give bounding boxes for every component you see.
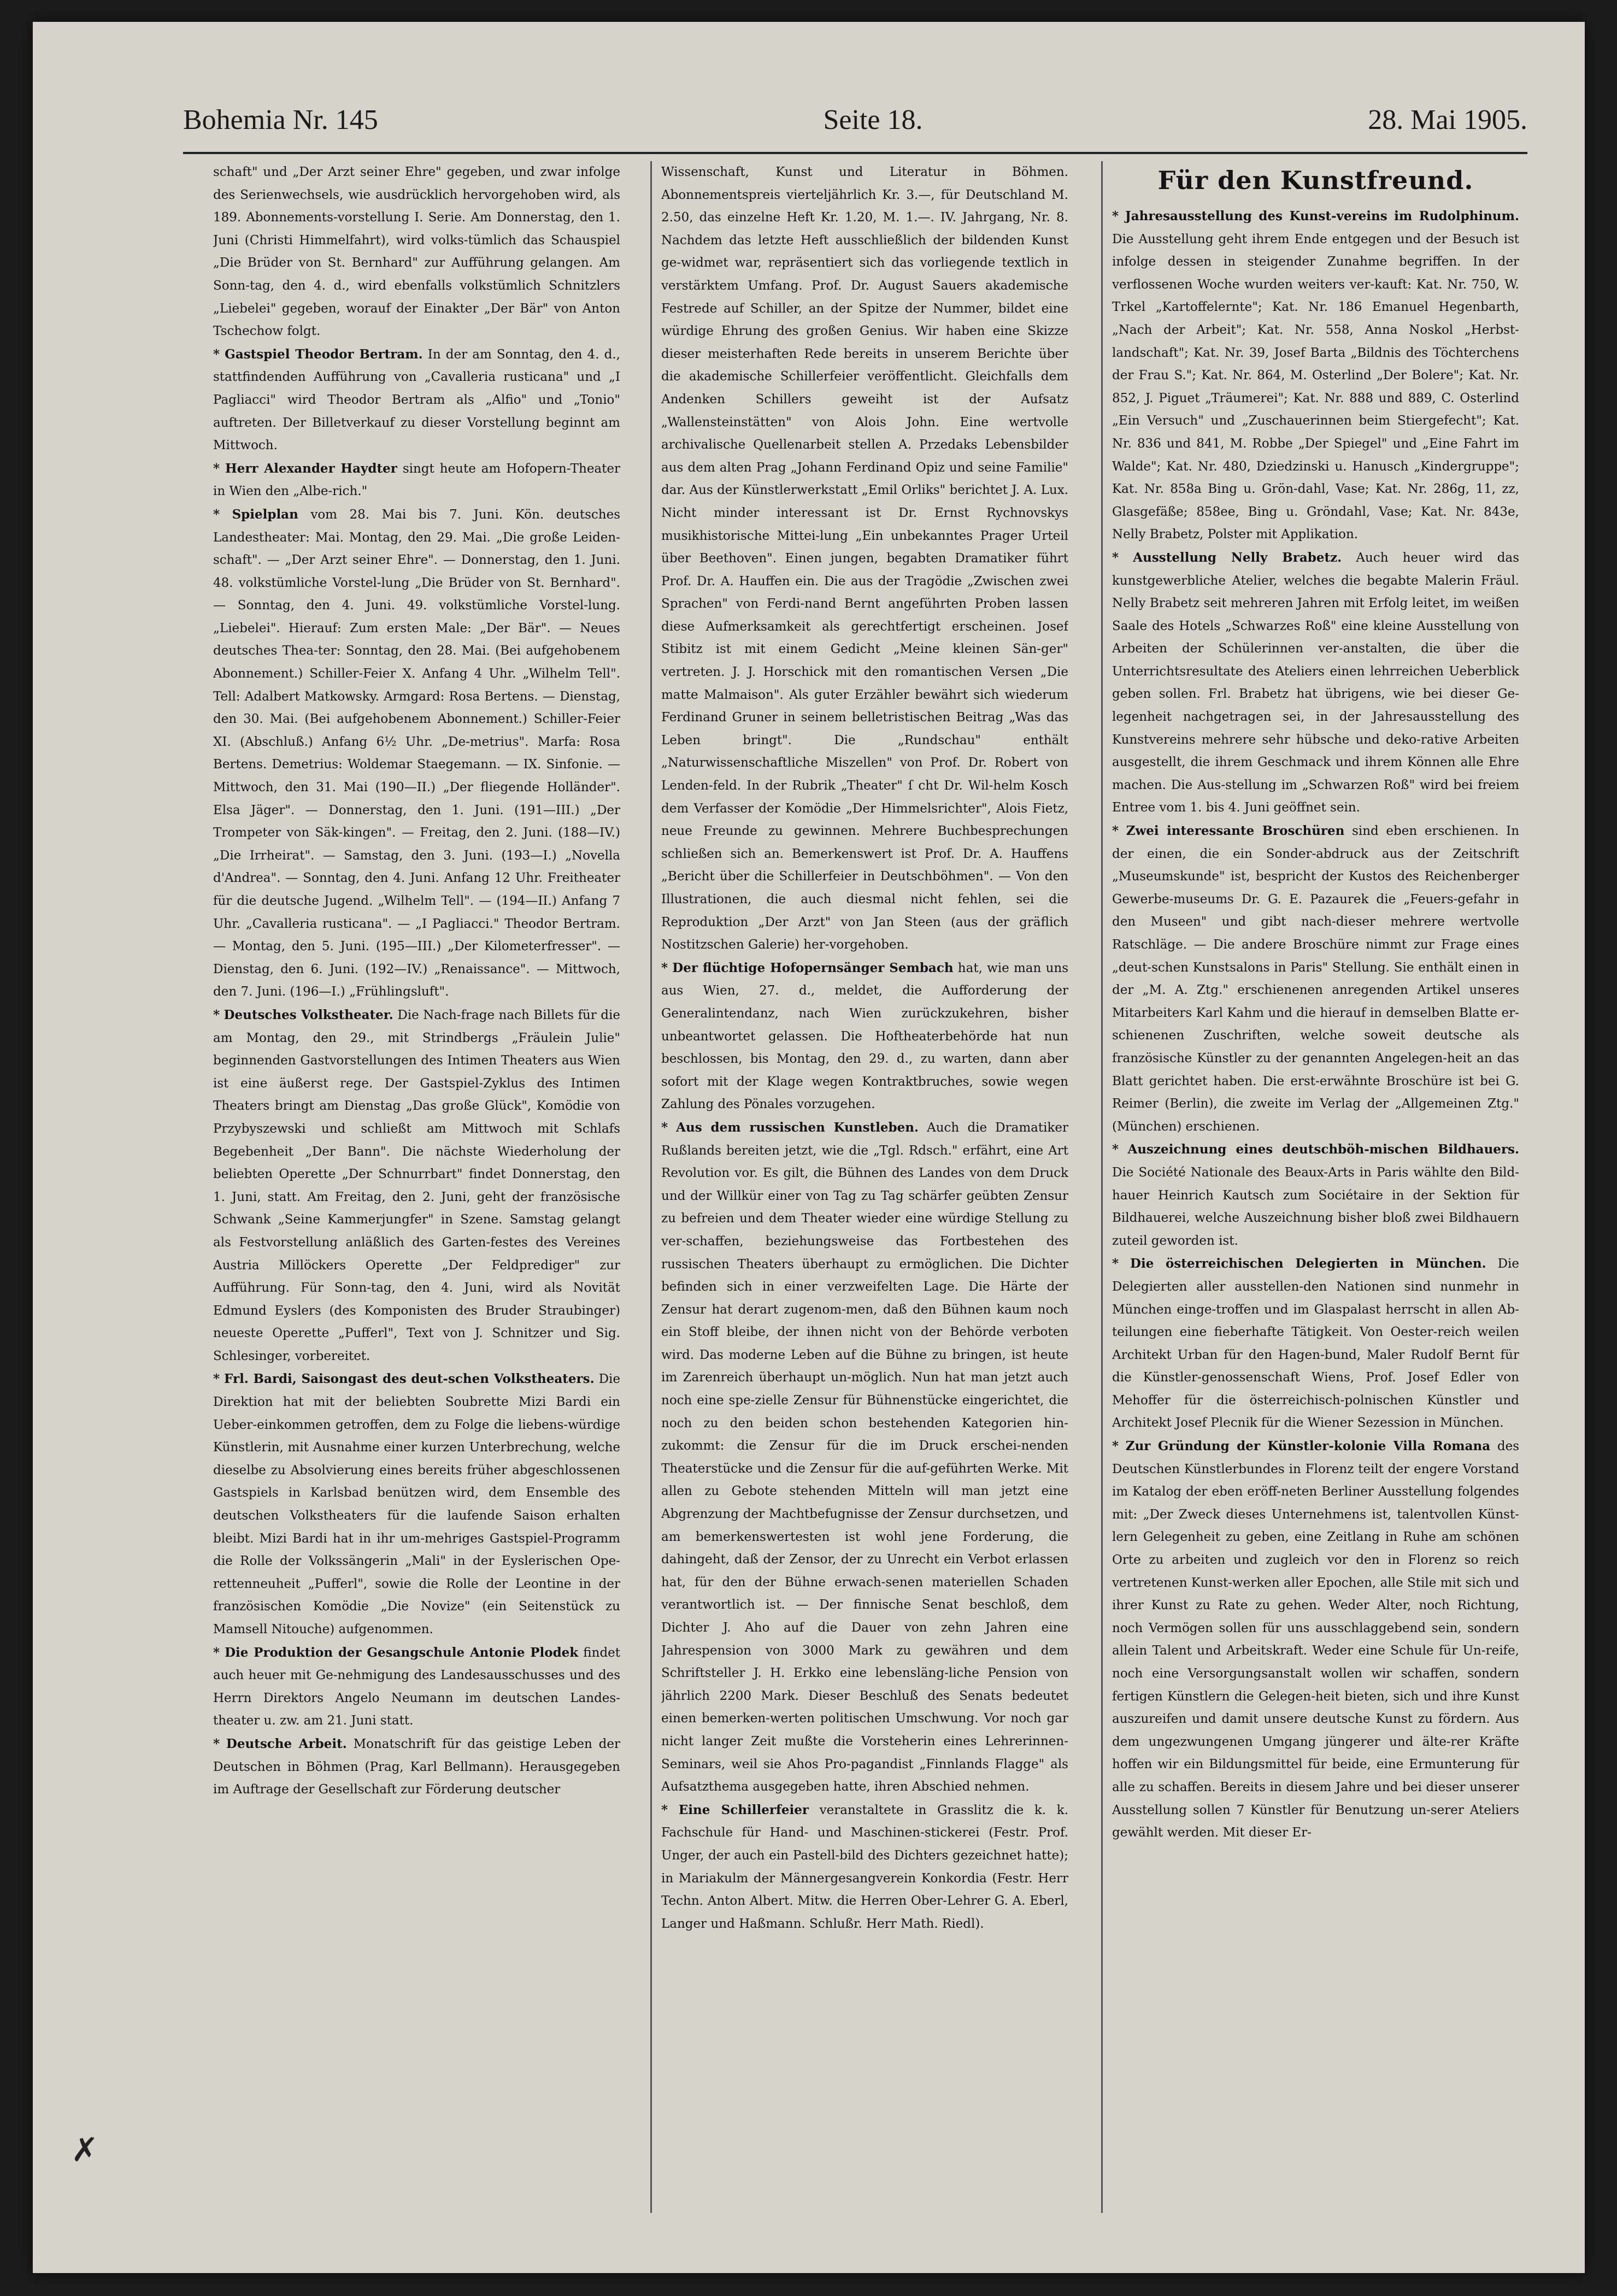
article-paragraph <box>213 1733 620 1802</box>
article-headline: Frl. Bardi, Saisongast des deut-schen Volkstheaters. <box>224 1371 595 1387</box>
article-marker: * <box>213 507 220 522</box>
article-headline: Auszeichnung eines deutschböh-mischen Bildhauers. <box>1127 1142 1519 1157</box>
article-marker: * <box>213 1736 220 1751</box>
article-headline: Eine Schillerfeier <box>678 1802 809 1817</box>
article-paragraph <box>1112 1138 1519 1252</box>
article-paragraph <box>661 1799 1068 1936</box>
section-title: Für den Kunstfreund. <box>1157 166 1474 195</box>
column-2 <box>661 161 1068 2240</box>
article-text: Die Nach-frage nach Billets für die am Montag, den 29., mit Strindbergs „Fräulein Julie" beginnenden Gastvorstellungen des Intimen Theaters aus Wien ist eine äußerst rege. Der Gastspiel-Zyklus des Intimen Theaters bringt am Dienstag „Das große Glück", Komödie von Przybyszewski und schließt am Mittwoch mit Schlafs Begebenheit „Der Bann". Die nächste Wiederholung der beliebten Operette „Der Schnurrbart" findet Donnerstag, den 1. Juni, statt. Am Freitag, den 2. Juni, geht der französische Schwank „Seine Kammerjungfer" in Szene. Samstag gelangt als Festvorstellung anläßlich des Garten-festes des Vereines Austria Millöckers Operette „Der Feldprediger" zur Aufführung. Für Sonn-tag, den 4. Juni, wird als Novität Edmund Eyslers (des Komponisten des Bruder Straubinger) neueste Operette „Pufferl", Text von J. Schnitzer und Sig. Schlesinger, vorbereitet. <box>213 1008 620 1363</box>
article-paragraph <box>213 1004 620 1368</box>
article-text: Auch heuer wird das kunstgewerbliche Atelier, welches die begabte Malerin Fräul. Nelly Brabetz seit mehreren Jahren mit Erfolg leitet, im weißen Saale des Hotels „Schwarzes Roß" eine kleine Ausstellung von Arbeiten der Schülerinnen ver-anstalten, die über die Unterrichtsresultate des Ateliers einen lehrreichen Ueberblick geben sollen. Frl. Brabetz hat übrigens, wie bei dieser Ge-legenheit nachgetragen sei, in der Jahresausstellung des Kunstvereins mehrere sehr hübsche und deko-rative Arbeiten ausgestellt, die ihrem Geschmack und ihrem Können alle Ehre machen. Die Aus-stellung im „Schwarzen Roß" wird bei freiem Entree vom 1. bis 4. Juni geöffnet sein. <box>1112 550 1519 815</box>
article-text: Die Ausstellung geht ihrem Ende entgegen und der Besuch ist infolge dessen in steigender Zunahme begriffen. In der verflossenen Woche wurden weiters ver-kauft: Kat. Nr. 750, W. Trkel „Kartoffelernte"; Kat. Nr. 186 Emanuel Hegenbarth, „Nach der Arbeit"; Kat. Nr. 558, Anna Noskol „Herbst-landschaft"; Kat. Nr. 39, Josef Barta „Bildnis des Töchterchens der Frau S."; Kat. Nr. 864, M. Osterlind „Der Bolere"; Kat. Nr. 852, J. Piguet „Träumerei"; Kat. Nr. 888 und 889, C. Osterlind „Ein Versuch" und „Zuschauerinnen beim Stiergefecht"; Kat. Nr. 836 und 841, M. Robbe „Der Spiegel" und „Eine Fahrt im Walde"; Kat. Nr. 480, Dziedzinski u. Hanusch „Kindergruppe"; Kat. Nr. 858a Bing u. Grön-dahl, Vase; Kat. Nr. 286g, 11, zz, Glasgefäße; 858ee, Bing u. Gröndahl, Vase; Kat. Nr. 843e, Nelly Brabetz, Polster mit Applikation. <box>1112 232 1519 542</box>
article-marker: * <box>213 461 220 476</box>
article-headline: Aus dem russischen Kunstleben. <box>676 1120 919 1135</box>
article-headline: Ausstellung Nelly Brabetz. <box>1133 550 1342 565</box>
article-paragraph <box>213 1368 620 1641</box>
article-text: Die Delegierten aller ausstellen-den Nationen sind nunmehr in München einge-troffen und im Glaspalast herrscht in allen Ab-teilungen eine fieberhafte Tätigkeit. Von Oester-reich weilen Architekt Urban für den Hagen-bund, Maler Rudolf Bernt für die Künstler-genossenschaft Wiens, Prof. Josef Edler von Mehoffer für die österreichisch-polnischen Künstler und Architekt Josef Plecnik für die Wiener Sezession in München. <box>1112 1257 1519 1430</box>
article-headline: Zur Gründung der Künstler-kolonie Villa Romana <box>1125 1439 1491 1454</box>
article-text: Monatschrift für das geistige Leben der Deutschen in Böhmen (Prag, Karl Bellmann). Herausgegeben im Auftrage der Gesellschaft zur Förderung deutscher <box>213 1736 620 1797</box>
article-text: des Deutschen Künstlerbundes in Florenz teilt der engere Vorstand im Katalog der eben eröff-neten Berliner Ausstellung folgendes mit: „Der Zweck dieses Unternehmens ist, talentvollen Künst-lern Gelegenheit zu geben, eine Zeitlang in Ruhe am schönen Orte zu arbeiten und zugleich vor den in Florenz so reich vertretenen Kunst-werken aller Epochen, alle Stile mit sich und ihrer Kunst zu Rate zu gehen. Weder Alter, noch Richtung, noch Vermögen sollen für uns ausschlaggebend sein, sondern allein Talent und Arbeitskraft. Weder eine Schule für Un-reife, noch eine Versorgungsanstalt wollen wir schaffen, sondern fertigen Künstlern die Gelegen-heit bieten, sich und ihre Kunst auszureifen und damit unsere deutsche Kunst zu fördern. Aus dem ungezwungenen Umgang jüngerer und älte-rer Kräfte hoffen wir ein Bildungsmittel für beide, eine Ermunterung für alle zu schaffen. Bereits in diesem Jahre und bei dieser unserer Ausstellung sollen 7 Künstler für Benutzung un-serer Ateliers gewählt werden. Mit dieser Er- <box>1112 1439 1519 1840</box>
article-paragraph <box>1112 820 1519 1138</box>
article-headline: Gastspiel Theodor Bertram. <box>225 346 423 362</box>
article-text: sind eben erschienen. In der einen, die ein Sonder-abdruck aus der Zeitschrift „Museumskunde" ist, bespricht der Kustos des Reichenberger Gewerbe-museums Dr. G. E. Pazaurek die „Feuers-gefahr in den Museen" und gibt nach-dieser mehrere wertvolle Ratschläge. — Die andere Broschüre nimmt zur Frage eines „deut-schen Kunstsalons in Paris" Stellung. Sie enthält einen in der „M. A. Ztg." erschienenen anregenden Artikel unseres Mitarbeiters Karl Kahm und die hierauf in demselben Blatte er-schienenen Zuschriften, welche soweit deutsche als französische Künstler zu der genannten Angelegen-heit an das Blatt gerichtet haben. Die erst-erwähnte Broschüre ist bei G. Reimer (Berlin), die zweite im Verlag der „Allgemeinen Ztg." (München) erschienen. <box>1112 824 1519 1134</box>
article-marker: * <box>213 1371 220 1387</box>
article-headline: Spielplan <box>232 507 298 522</box>
margin-mark: ✗ <box>71 2131 99 2169</box>
article-marker: * <box>213 1007 220 1022</box>
article-headline: Jahresausstellung des Kunst-vereins im Rudolphinum. <box>1125 209 1519 223</box>
article-text: Die Société Nationale des Beaux-Arts in Paris wählte den Bild-hauer Heinrich Kautsch zum Sociétaire in der Sektion für Bildhauerei, welche Auszeichnung bisher bloß zwei Bildhauern zuteil geworden ist. <box>1112 1165 1519 1248</box>
article-marker: * <box>661 1802 668 1817</box>
article-marker: * <box>1112 1439 1119 1454</box>
article-paragraph <box>213 343 620 457</box>
article-marker: * <box>1112 1256 1119 1271</box>
article-text: Die Direktion hat mit der beliebten Soubrette Mizi Bardi ein Ueber-einkommen getroffen, dem zu Folge die liebens-würdige Künstlerin, mit Ausnahme einer kurzen Unterbrechung, welche dieselbe zu Absolvierung eines bereits früher abgeschlossenen Gastspiels in Karlsbad benützen wird, dem Ensemble des deutschen Volkstheaters für die laufende Saison erhalten bleibt. Mizi Bardi hat in ihr um-mehriges Gastspiel-Programm die Rolle der Volkssängerin „Mali" in der Eyslerischen Ope-rettenneuheit „Pufferl", sowie die Rolle der Leontine in der französischen Komödie „Die Novize" (ein Seitenstück zu Mamsell Nitouche) aufgenommen. <box>213 1372 620 1636</box>
article-marker: * <box>213 1645 220 1660</box>
article-headline: Der flüchtige Hofopernsänger Sembach <box>672 960 954 975</box>
column-1 <box>213 161 620 2240</box>
article-paragraph <box>661 957 1068 1116</box>
article-headline: Deutsche Arbeit. <box>226 1736 347 1751</box>
article-headline: Zwei interessante Broschüren <box>1126 823 1345 839</box>
header-publication: Bohemia Nr. 145 <box>183 104 378 136</box>
article-marker: * <box>213 346 220 362</box>
column-divider <box>650 161 652 2213</box>
article-paragraph <box>661 1116 1068 1799</box>
page-header <box>183 104 1527 148</box>
article-paragraph <box>213 161 620 343</box>
article-paragraph <box>1112 1435 1519 1845</box>
article-marker: * <box>1112 1142 1119 1157</box>
article-paragraph <box>213 503 620 1004</box>
article-paragraph <box>1112 205 1519 546</box>
article-marker: * <box>661 960 668 975</box>
header-date: 28. Mai 1905. <box>1368 104 1527 136</box>
article-marker: * <box>1112 209 1119 223</box>
newspaper-page <box>33 22 1585 2273</box>
article-text: singt heute am Hofopern-Theater in Wien den „Albe-rich." <box>213 461 620 499</box>
article-text: veranstaltete in Grasslitz die k. k. Fachschule für Hand- und Maschinen-stickerei (Festr. Prof. Unger, der auch ein Pastell-bild des Dichters gezeichnet hatte); in Mariakulm der Männergesangverein Konkordia (Festr. Herr Techn. Anton Albert. Mitw. die Herren Ober-Lehrer G. A. Eberl, Langer und Haßmann. Schlußr. Herr Math. Riedl). <box>661 1803 1068 1931</box>
article-text: schaft" und „Der Arzt seiner Ehre" gegeben, und zwar infolge des Serienwechsels, wie ausdrücklich hervorgehoben wird, als 189. Abonnements-vorstellung I. Serie. Am Donnerstag, den 1. Juni (Christi Himmelfahrt), wird volks-tümlich das Schauspiel „Die Brüder von St. Bernhard" zur Aufführung gelangen. Am Sonn-tag, den 4. d., wird ebenfalls volkstümlich Schnitzlers „Liebelei" gegeben, worauf der Einakter „Der Bär" von Anton Tschechow folgt. <box>213 165 620 339</box>
column-3 <box>1112 161 1519 2240</box>
article-paragraph <box>661 161 1068 957</box>
article-text: hat, wie man uns aus Wien, 27. d., meldet, die Aufforderung der Generalintendanz, nach Wien zurückzukehren, bisher unbeantwortet gelassen. Die Hoftheaterbehörde hat nun beschlossen, bis Montag, den 29. d., zu warten, dann aber sofort mit der Klage wegen Kontraktbruches, sowie wegen Zahlung des Pönales vorzugehen. <box>661 961 1068 1112</box>
article-marker: * <box>661 1120 668 1135</box>
column-divider <box>1101 161 1103 2213</box>
article-paragraph <box>1112 1252 1519 1435</box>
article-text: In der am Sonntag, den 4. d., stattfindenden Aufführung von „Cavalleria rusticana" und „I Pagliacci" wird Theodor Bertram als „Alfio" und „Tonio" auftreten. Der Billetverkauf zu dieser Vorstellung beginnt am Mittwoch. <box>213 347 620 453</box>
header-page-number: Seite 18. <box>823 104 923 136</box>
article-text: Wissenschaft, Kunst und Literatur in Böhmen. Abonnementspreis vierteljährlich Kr. 3.—, für Deutschland M. 2.50, das einzelne Heft Kr. 1.20, M. 1.—. IV. Jahrgang, Nr. 8. Nachdem das letzte Heft ausschließlich der bildenden Kunst ge-widmet war, repräsentiert sich das vorliegende textlich in verstärktem Umfang. Prof. Dr. August Sauers akademische Festrede auf Schiller, an der Spitze der Nummer, bildet eine würdige Ehrung des großen Genius. Wir haben eine Skizze dieser meisterhaften Rede bereits in unserem Berichte über die akademische Schillerfeier veröffentlicht. Gleichfalls dem Andenken Schillers geweiht ist der Aufsatz „Wallensteinstätten" von Alois John. Eine wertvolle archivalische Quellenarbeit stellen A. Przedaks Lebensbilder aus dem alten Prag „Johann Ferdinand Opiz und seine Familie" dar. Aus der Künstlerwerkstatt „Emil Orliks" berichtet J. A. Lux. Nicht minder interessant ist Dr. Ernst Rychnovskys musikhistorische Mittei-lung „Ein unbekanntes Prager Urteil über Beethoven". Einen jungen, begabten Dramatiker führt Prof. Dr. A. Hauffen ein. Die aus der Tragödie „Zwischen zwei Sprachen" von Ferdi-nand Bernt angeführten Proben lassen diese Aufmerksamkeit als gerechtfertigt erscheinen. Josef Stibitz ist mit einem Gedicht „Meine kleinen Sän-ger" vertreten. J. J. Horschick mit den romantischen Versen „Die matte Malmaison". Als guter Erzähler bewährt sich wiederum Ferdinand Gruner in seinem belletristischen Beitrag „Was das Leben bringt". Die „Rundschau" enthält „Naturwissenschaftliche Miszellen" von Prof. Dr. Robert von Lenden-feld. In der Rubrik „Theater" ſ cht Dr. Wil-helm Kosch dem Verfasser der Komödie „Der Himmelsrichter", Alois Fietz, neue Freunde zu gewinnen. Mehrere Buchbesprechungen schließen sich an. Bemerkenswert ist Prof. Dr. A. Hauffens „Bericht über die Schillerfeier in Deutschböhmen". — Von den Illustrationen, die auch diesmal nicht fehlen, sei die Reproduktion „Der Arzt" von Jan Steen (aus der gräflich Nostitzschen Galerie) her-vorgehoben. <box>661 165 1068 952</box>
article-headline: Deutsches Volkstheater. <box>224 1007 393 1022</box>
article-paragraph <box>1112 546 1519 820</box>
article-marker: * <box>1112 823 1119 839</box>
article-marker: * <box>1112 550 1119 565</box>
article-headline: Herr Alexander Haydter <box>225 461 397 476</box>
article-text: vom 28. Mai bis 7. Juni. Kön. deutsches Landestheater: Mai. Montag, den 29. Mai. „Die große Leiden-schaft". — „Der Arzt seiner Ehre". — Donnerstag, den 1. Juni. 48. volkstümliche Vorstel-lung „Die Brüder von St. Bernhard". — Sonntag, den 4. Juni. 49. volkstümliche Vorstel-lung. „Liebelei". Hierauf: Zum ersten Male: „Der Bär". — Neues deutsches Thea-ter: Sonntag, den 28. Mai. (Bei aufgehobenem Abonnement.) Schiller-Feier X. Anfang 4 Uhr. „Wilhelm Tell". Tell: Adalbert Matkowsky. Armgard: Rosa Bertens. — Dienstag, den 30. Mai. (Bei aufgehobenem Abonnement.) Schiller-Feier XI. (Abschluß.) Anfang 6½ Uhr. „De-metrius". Marfa: Rosa Bertens. Demetrius: Woldemar Staegemann. — IX. Sinfonie. — Mittwoch, den 31. Mai (190—II.) „Der fliegende Holländer". Elsa Jäger". — Donnerstag, den 1. Juni. (191—III.) „Der Trompeter von Säk-kingen". — Freitag, den 2. Juni. (188—IV.) „Die Irrheirat". — Samstag, den 3. Juni. (193—I.) „Novella d'Andrea". — Sonntag, den 4. Juni. Anfang 12 Uhr. Freitheater für die deutsche Jugend. „Wilhelm Tell". — (194—II.) Anfang 7 Uhr. „Cavalleria rusticana". — „I Pagliacci." Theodor Bertram. — Montag, den 5. Juni. (195—III.) „Der Kilometerfresser". — Dienstag, den 6. Juni. (192—IV.) „Renaissance". — Mittwoch, den 7. Juni. (196—I.) „Frühlingsluft". <box>213 507 620 999</box>
article-headline: Die Produktion der Gesangschule Antonie Plodek <box>225 1645 579 1660</box>
article-paragraph <box>213 457 620 503</box>
article-headline: Die österreichischen Delegierten in München. <box>1130 1256 1486 1271</box>
article-text: Auch die Dramatiker Rußlands bereiten jetzt, wie die „Tgl. Rdsch." erfährt, eine Art Revolution vor. Es gilt, die Bühnen des Landes von dem Druck und der Willkür einer von Tag zu Tag schärfer geübten Zensur zu befreien und dem Theater wieder eine würdige Stellung zu ver-schaffen, beziehungsweise das Fortbestehen des russischen Theaters überhaupt zu ermöglichen. Die Dichter befinden sich in einer verzweifelten Lage. Die Härte der Zensur hat derart zugenom-men, daß den Bühnen kaum noch ein Stoff bleibe, der ihnen nicht von der Behörde verboten wird. Das moderne Leben auf die Bühne zu bringen, ist heute im Zarenreich überhaupt un-möglich. Nun hat man jetzt auch noch eine spe-zielle Zensur für Bühnenstücke eingerichtet, die noch zu den beiden schon bestehenden Kategorien hin-zukommt: die Zensur für die im Druck erschei-nenden Theaterstücke und die Zensur für die auf-geführten Werke. Mit allen zu Gebote stehenden Mitteln will man jetzt eine Abgrenzung der Machtbefugnisse der Zensur durchsetzen, und am bemerkenswertesten ist wohl jene Forderung, die dahingeht, daß der Zensor, der zu Unrecht ein Verbot erlassen hat, für den der Bühne erwach-senen materiellen Schaden verantwortlich ist. — Der finnische Senat beschloß, dem Dichter J. Aho auf die Dauer von zehn Jahren eine Jahrespension von 3000 Mark zu gewähren und dem Schriftsteller J. H. Erkko eine lebensläng-liche Pension von jährlich 2200 Mark. Dieser Beschluß des Senats bedeutet einen bemerken-werten politischen Umschwung. Vor noch gar nicht langer Zeit mußte die Vorsteherin eines Lehrerinnen-Seminars, weil sie Ahos Pro-pagandist „Finnlands Flagge" als Aufsatzthema ausgegeben hatte, ihren Abschied nehmen. <box>661 1120 1068 1794</box>
article-text: findet auch heuer mit Ge-nehmigung des Landesausschusses und des Herrn Direktors Angelo Neumann im deutschen Landes-theater u. zw. am 21. Juni statt. <box>213 1645 620 1728</box>
article-paragraph <box>213 1641 620 1733</box>
header-rule <box>183 152 1527 154</box>
